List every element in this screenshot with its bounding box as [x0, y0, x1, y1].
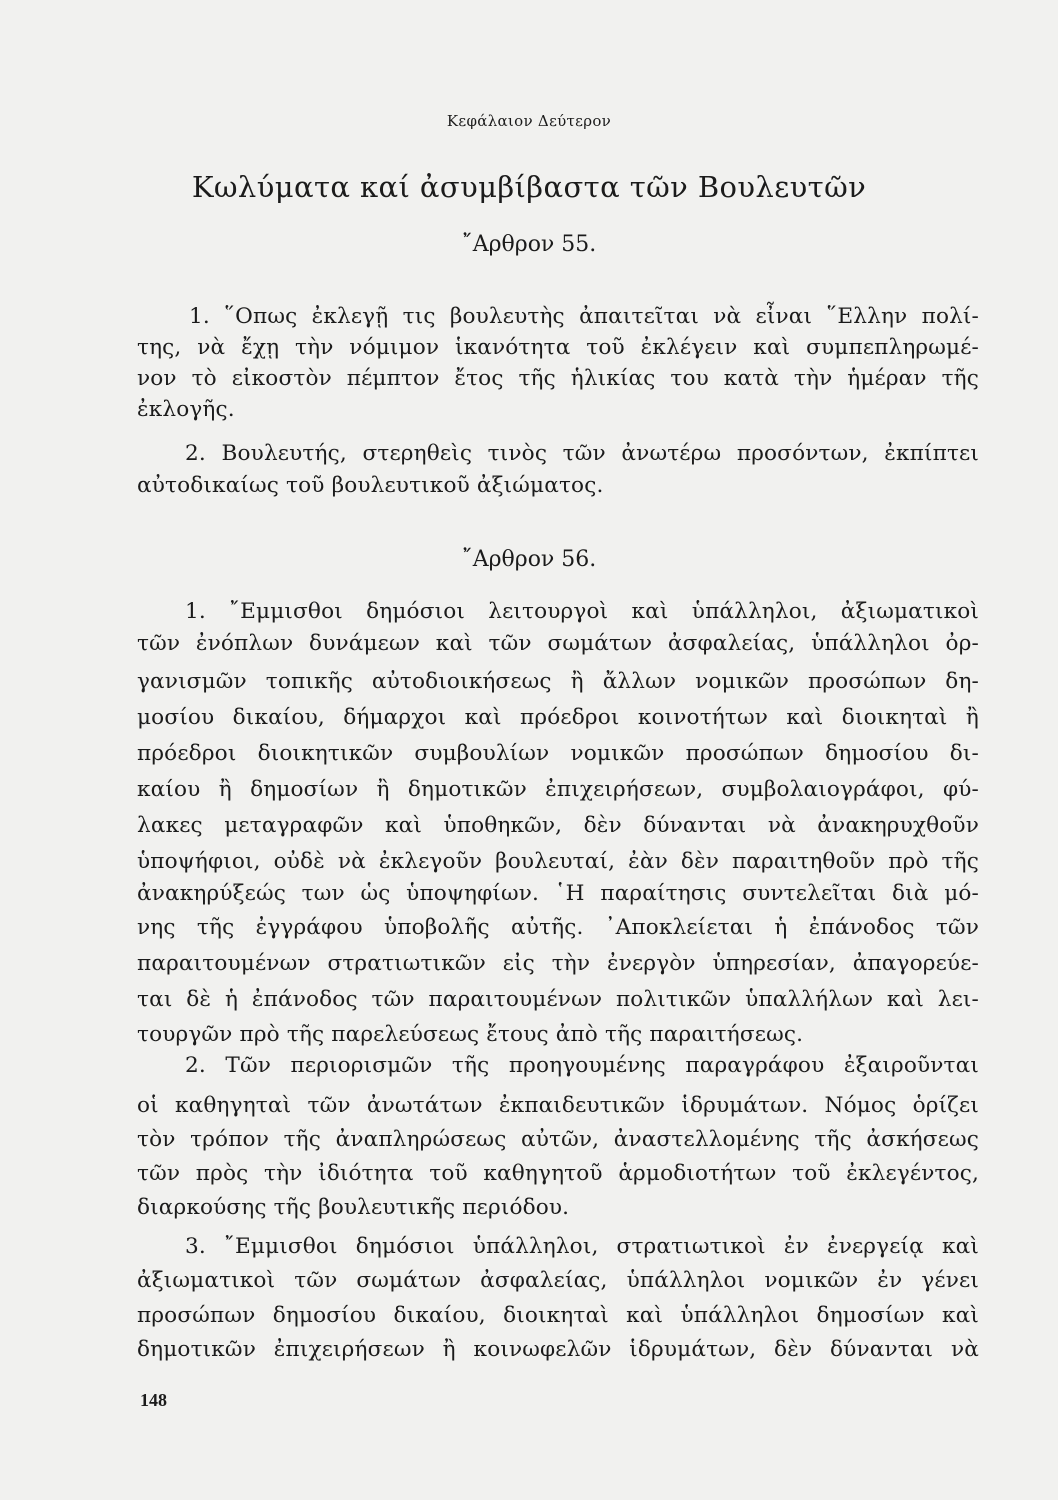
text-line: λακες μεταγραφῶν καὶ ὑποθηκῶν, δὲν δύνανται νὰ ἀνακηρυχθοῦν [137, 813, 979, 838]
article-55-heading: ῎Αρθρον 55. [461, 232, 597, 257]
chapter-title: Κωλύματα καί ἀσυμβίβαστα τῶν Βουλευτῶν [191, 170, 867, 204]
text-line: νον τὸ εἰκοστὸν πέμπτον ἔτος τῆς ἡλικίας του κατὰ τὴν ἡμέραν τῆς [137, 366, 979, 391]
text-line: πρόεδροι διοικητικῶν συμβουλίων νομικῶν προσώπων δημοσίου δι- [137, 741, 979, 766]
text-line: δημοτικῶν ἐπιχειρήσεων ἢ κοινωφελῶν ἱδρυμάτων, δὲν δύνανται νὰ [137, 1337, 979, 1362]
text-line: 2. Βουλευτής, στερηθεὶς τινὸς τῶν ἀνωτέρω προσόντων, ἐκπίπτει [185, 441, 979, 466]
text-line: καίου ἢ δημοσίων ἢ δημοτικῶν ἐπιχειρήσεων, συμβολαιογράφοι, φύ- [137, 777, 979, 802]
text-line: 3. ῎Εμμισθοι δημόσιοι ὑπάλληλοι, στρατιωτικοὶ ἐν ἐνεργείᾳ καὶ [185, 1234, 979, 1259]
text-line: τῶν πρὸς τὴν ἰδιότητα τοῦ καθηγητοῦ ἁρμοδιοτήτων τοῦ ἐκλεγέντος, [137, 1161, 979, 1186]
text-line: ἐκλογῆς. [137, 397, 235, 422]
text-line: ὑποψήφιοι, οὐδὲ νὰ ἐκλεγοῦν βουλευταί, ἐὰν δὲν παραιτηθοῦν πρὸ τῆς [137, 849, 979, 874]
page-number: 148 [140, 1390, 167, 1410]
text-line: προσώπων δημοσίου δικαίου, διοικηταὶ καὶ ὑπάλληλοι δημοσίων καὶ [137, 1303, 979, 1328]
text-line: 2. Τῶν περιορισμῶν τῆς προηγουμένης παραγράφου ἐξαιροῦνται [185, 1053, 979, 1078]
text-line: παραιτουμένων στρατιωτικῶν εἰς τὴν ἐνεργὸν ὑπηρεσίαν, ἀπαγορεύε- [137, 951, 979, 976]
text-line: γανισμῶν τοπικῆς αὐτοδιοικήσεως ἢ ἄλλων νομικῶν προσώπων δη- [137, 669, 979, 694]
text-line: ἀνακηρύξεώς των ὡς ὑποψηφίων. ῾Η παραίτησις συντελεῖται διὰ μό- [137, 881, 979, 906]
chapter-label: Κεφάλαιον Δεύτερον [446, 112, 612, 130]
text-line: τουργῶν πρὸ τῆς παρελεύσεως ἔτους ἀπὸ τῆς παραιτήσεως. [137, 1022, 804, 1047]
text-line: της, νὰ ἔχῃ τὴν νόμιμον ἱκανότητα τοῦ ἐκλέγειν καὶ συμπεπληρωμέ- [137, 335, 979, 360]
text-line: διαρκούσης τῆς βουλευτικῆς περιόδου. [137, 1195, 570, 1220]
text-line: τῶν ἐνόπλων δυνάμεων καὶ τῶν σωμάτων ἀσφαλείας, ὑπάλληλοι ὀρ- [137, 631, 979, 656]
text-line: τὸν τρόπον τῆς ἀναπληρώσεως αὐτῶν, ἀναστελλομένης τῆς ἀσκήσεως [137, 1127, 979, 1152]
text-line: αὐτοδικαίως τοῦ βουλευτικοῦ ἀξιώματος. [137, 473, 604, 498]
article-56-heading: ῎Αρθρον 56. [461, 547, 597, 572]
text-line: 1. ῞Οπως ἐκλεγῇ τις βουλευτὴς ἀπαιτεῖται νὰ εἶναι ῞Ελλην πολί- [189, 304, 979, 329]
text-line: ται δὲ ἡ ἐπάνοδος τῶν παραιτουμένων πολιτικῶν ὑπαλλήλων καὶ λει- [137, 987, 979, 1012]
text-line: νης τῆς ἐγγράφου ὑποβολῆς αὐτῆς. ᾿Αποκλείεται ἡ ἐπάνοδος τῶν [137, 915, 979, 940]
text-line: οἱ καθηγηταὶ τῶν ἀνωτάτων ἐκπαιδευτικῶν ἱδρυμάτων. Νόμος ὁρίζει [137, 1093, 979, 1118]
text-line: ἀξιωματικοὶ τῶν σωμάτων ἀσφαλείας, ὑπάλληλοι νομικῶν ἐν γένει [137, 1268, 979, 1293]
text-line: μοσίου δικαίου, δήμαρχοι καὶ πρόεδροι κοινοτήτων καὶ διοικηταὶ ἢ [137, 705, 979, 730]
text-line: 1. ῎Εμμισθοι δημόσιοι λειτουργοὶ καὶ ὑπάλληλοι, ἀξιωματικοὶ [185, 599, 979, 624]
